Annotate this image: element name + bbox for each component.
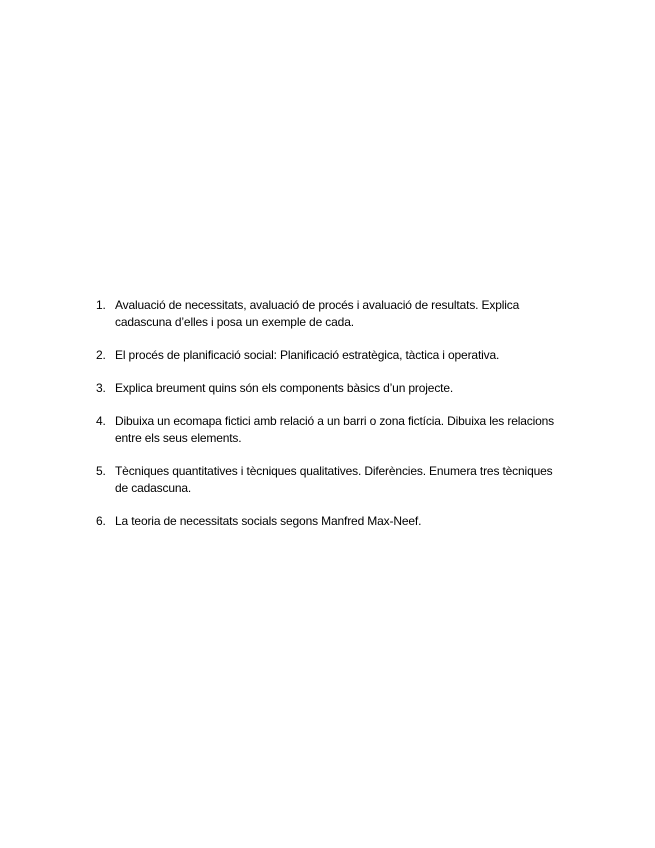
question-number: 5. [96,464,106,478]
question-number: 4. [96,414,106,428]
question-item-1 [96,297,566,331]
question-text: Dibuixa un ecomapa fictici amb relació a un barri o zona fictícia. Dibuixa les relacions entre els seus elements. [115,414,555,445]
question-text: Explica breument quins són els components bàsics d’un projecte. [115,381,454,395]
question-item-4 [96,413,566,447]
question-text: La teoria de necessitats socials segons Manfred Max-Neef. [115,514,422,528]
question-list [96,297,566,530]
question-item-6 [96,513,566,530]
question-number: 6. [96,514,106,528]
question-item-2 [96,347,566,364]
question-text: El procés de planificació social: Planificació estratègica, tàctica i operativa. [115,348,500,362]
question-number: 1. [96,298,106,312]
question-text: Avaluació de necessitats, avaluació de procés i avaluació de resultats. Explica cadascuna d’elles i posa un exemple de cada. [115,298,520,329]
question-number: 2. [96,348,106,362]
question-text: Tècniques quantitatives i tècniques qualitatives. Diferències. Enumera tres tècniques de cadascuna. [115,464,553,495]
question-item-5 [96,463,566,497]
question-number: 3. [96,381,106,395]
question-item-3 [96,380,566,397]
